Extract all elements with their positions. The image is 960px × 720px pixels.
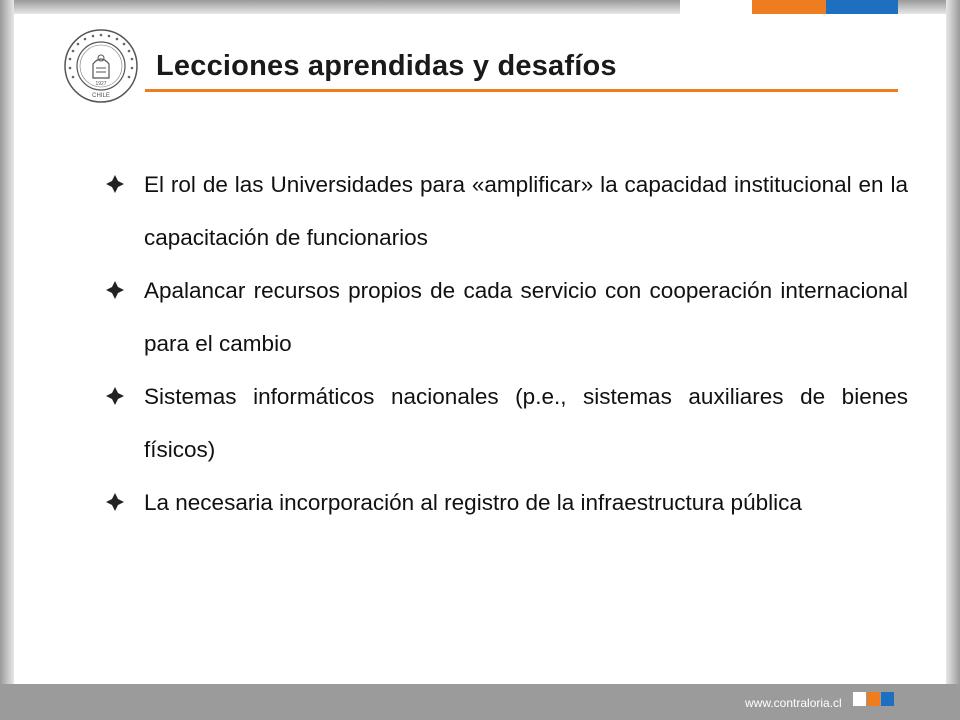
contraloria-seal-icon [63,28,139,104]
seal-year: 1927 [95,81,107,87]
bullet-item [104,476,908,529]
top-accent-white [680,0,752,14]
bullet-text: La necesaria incorporación al registro de la infraestructura pública [144,490,802,515]
footer-bar [0,684,960,720]
bullet-item [104,370,908,476]
footer-logo-squares [853,692,895,706]
diamond-bullet-icon [104,385,126,407]
diamond-bullet-icon [104,173,126,195]
diamond-bullet-icon [104,279,126,301]
top-accent-blue [826,0,898,14]
footer-square-blue [881,692,894,706]
frame-left [0,0,14,684]
bullet-text: El rol de las Universidades para «amplificar» la capacidad institucional en la capacitación de funcionarios [144,172,908,250]
bullet-item [104,264,908,370]
slide-title: Lecciones aprendidas y desafíos [156,50,617,82]
title-underline [145,89,898,92]
bullet-list [104,158,908,529]
top-accent-orange [752,0,826,14]
frame-right [946,0,960,684]
bullet-item [104,158,908,264]
footer-square-white [853,692,866,706]
bullet-text: Apalancar recursos propios de cada servicio con cooperación internacional para el cambio [144,278,908,356]
seal-country: CHILE [92,93,110,99]
footer-url-link[interactable]: www.contraloria.cl [745,696,842,710]
footer-square-orange [867,692,880,706]
diamond-bullet-icon [104,491,126,513]
bullet-text: Sistemas informáticos nacionales (p.e., sistemas auxiliares de bienes físicos) [144,384,908,462]
